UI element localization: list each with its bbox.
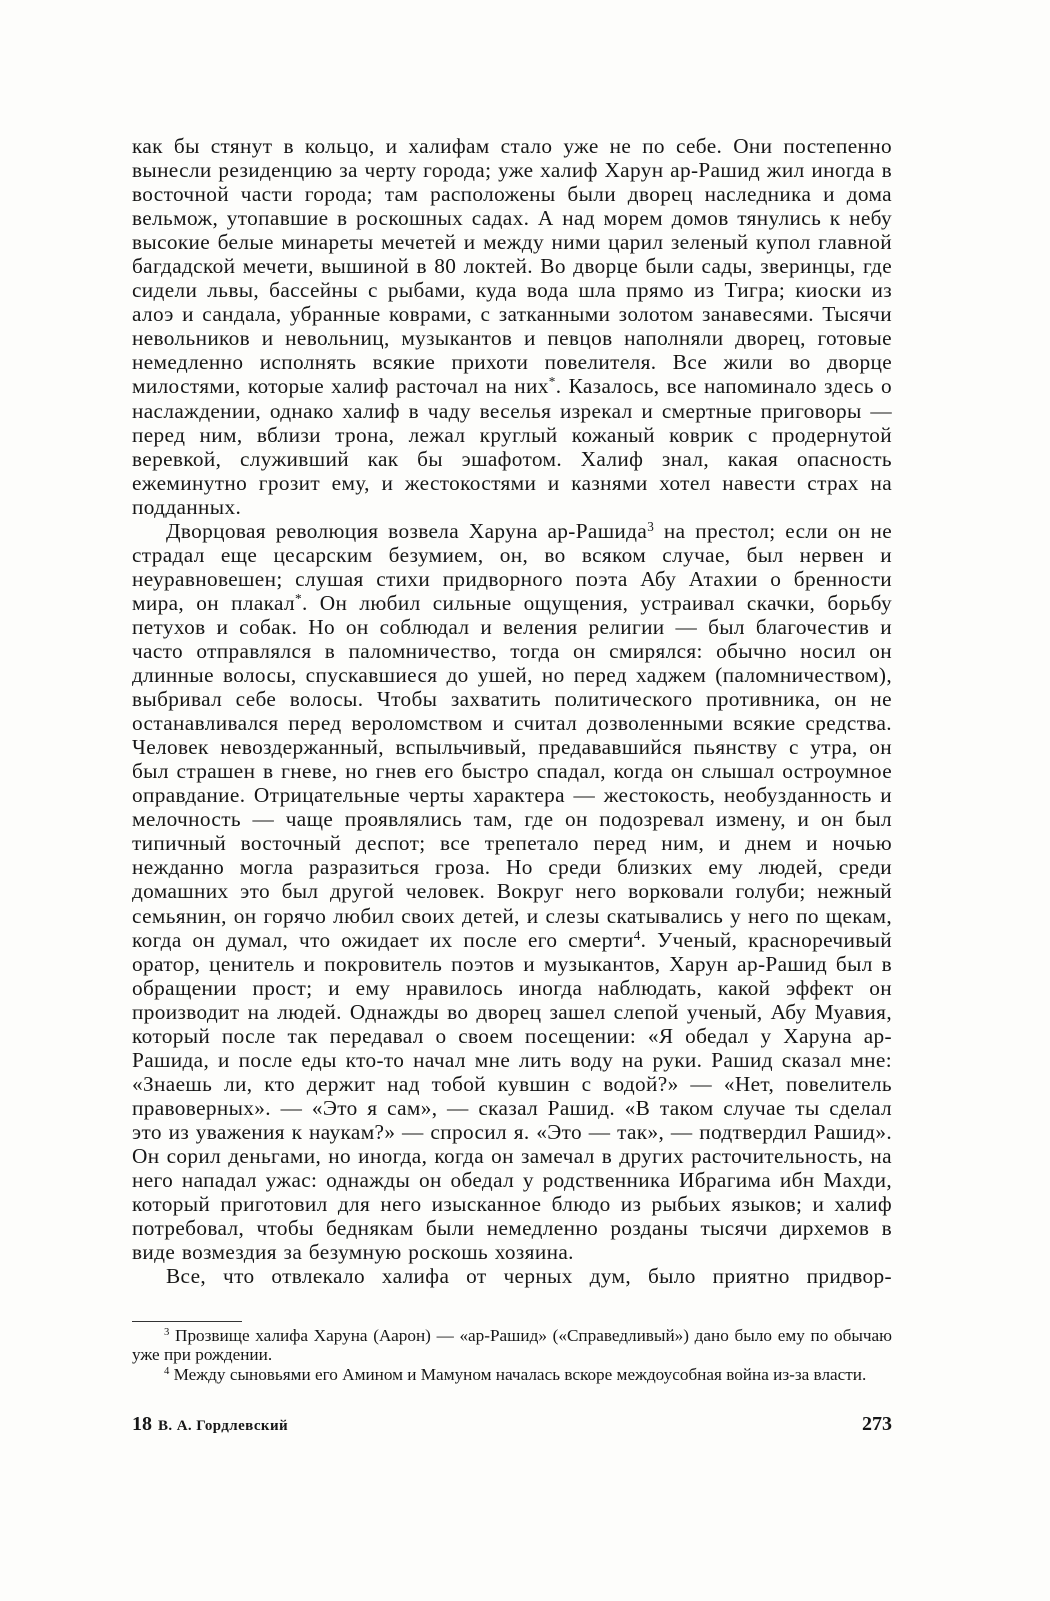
footnote-4-mark: 4 (164, 1365, 170, 1377)
footnote-4 (132, 1365, 892, 1384)
footnote-4-text: Между сыновьями его Амином и Мамуном началась вскоре междоусобная война из-за власти. (169, 1364, 867, 1384)
footnote-separator (132, 1321, 242, 1322)
footnote-ref-3: 3 (647, 518, 655, 534)
footnote-ref-4: 4 (633, 927, 641, 943)
paragraph-2-text-b: на престол; если он не страдал еще цесарским безумием, он, во всяком случае, был нервен и неуравновешен; слушая стихи придворного поэта Абу Атахии о бренности мира, он плакал (132, 518, 893, 615)
paragraph-2-text-a: Дворцовая революция возвела Харуна ар-Рашида (166, 518, 648, 543)
paragraph-2 (132, 519, 892, 1264)
paragraph-2-text-c: . Он любил сильные ощущения, устраивал скачки, борьбу петухов и собак. Но он соблюдал и веления религии — был благочестив и часто отправлялся в паломничество, тогда он смирялся: обычно носил он длинные волосы, спускавшиеся до ушей, но перед хаджем (паломничеством), выбривал себе волосы. Чтобы захватить политического противника, он не останавливался перед вероломством и считал дозволенными всякие средства. Человек невоздержанный, вспыльчивый, предававшийся пьянству с утра, он был страшен в гневе, но гнев его быстро спадал, когда он слышал остроумное оправдание. Отрицательные черты характера — жестокость, необузданность и мелочность — чаще проявлялись там, где он подозревал измену, и он был типичный восточный деспот; все трепетало перед ним, и днем и ночью нежданно могла разразиться гроза. Но среди близких ему людей, среди домашних это был другой человек. Вокруг него ворковали голуби; нежный семьянин, он горячо любил своих детей, и слезы скатывались у него по щекам, когда он думал, что ожидает их после его смерти (132, 590, 893, 952)
paragraph-1-text: как бы стянут в кольцо, и халифам стало уже не по себе. Они постепенно вынесли резиденцию за черту города; уже халиф Харун ар-Рашид жил иногда в восточной части города; там расположены были дворец наследника и дома вельмож, утопавшие в роскошных садах. А над морем домов тянулись к небу высокие белые минареты мечетей и между ними царил зеленый купол главной багдадской мечети, вышиной в 80 локтей. Во дворце были сады, зверинцы, где сидели львы, бассейны с рыбами, куда вода шла прямо из Тигра; киоски из алоэ и сандала, убранные коврами, с затканными золотом занавесями. Тысячи невольников и невольниц, музыкантов и певцов наполняли дворец, готовые немедленно исполнять всякие прихоти повелителя. Все жили во дворце милостями, которые халиф расточал на них (132, 134, 892, 399)
page-footer (132, 1413, 892, 1439)
asterisk-mark: * (294, 590, 302, 606)
asterisk-mark: * (548, 374, 556, 390)
footnote-3-mark: 3 (164, 1327, 170, 1339)
paragraph-1-continuation: . Казалось, все напоминало здесь о наслаждении, однако халиф в чаду веселья изрекал и смертные приговоры — перед ним, вблизи трона, лежал круглый кожаный коврик с продернутой веревкой, служивший как бы эшафотом. Халиф знал, какая опасность ежеминутно грозит ему, и жестокостями и казнями хотел навести страх на подданных. (132, 374, 892, 519)
paragraph-2-text-d: . Ученый, красноречивый оратор, ценитель и покровитель поэтов и музыкантов, Харун ар-Рашид был в обращении прост; и ему нравилось иногда наблюдать, какой эффект он производит на людей. Однажды во дворец зашел слепой ученый, Абу Муавия, который после так передавал о своем посещении: «Я обедал у Харуна ар-Рашида, и после еды кто-то начал мне лить воду на руки. Рашид сказал мне: «Знаешь ли, кто держит над тобой кувшин с водой?» — «Нет, повелитель правоверных». — «Это я сам», — сказал Рашид. «В таком случае ты сделал это из уважения к наукам?» — спросил я. «Это — так», — подтвердил Рашид». Он сорил деньгами, но иногда, когда он замечал в других расточительность, на него нападал ужас: однажды он обедал у родственника Ибрагима ибн Махди, который приготовил для него изысканное блюдо из рыбьих языков; и халиф потребовал, чтобы беднякам были немедленно розданы тысячи дирхемов в виде возмездия за безумную роскошь хозяина. (132, 927, 893, 1265)
footnote-3 (132, 1326, 892, 1365)
signature-number: 18 (132, 1413, 152, 1435)
footnote-3-text: Прозвище халифа Харуна (Аарон) — «ар-Рашид» («Справедливый») дано было ему по обычаю уже при рождении. (132, 1326, 892, 1365)
main-text (132, 134, 892, 1288)
paragraph-1 (132, 134, 892, 519)
signature-author: В. А. Гордлевский (158, 1418, 289, 1434)
paragraph-3: Все, что отвлекало халифа от черных дум, было приятно придвор- (166, 1264, 892, 1289)
page-number: 273 (862, 1413, 892, 1435)
footnotes (132, 1326, 892, 1384)
printer-signature (132, 1413, 288, 1436)
